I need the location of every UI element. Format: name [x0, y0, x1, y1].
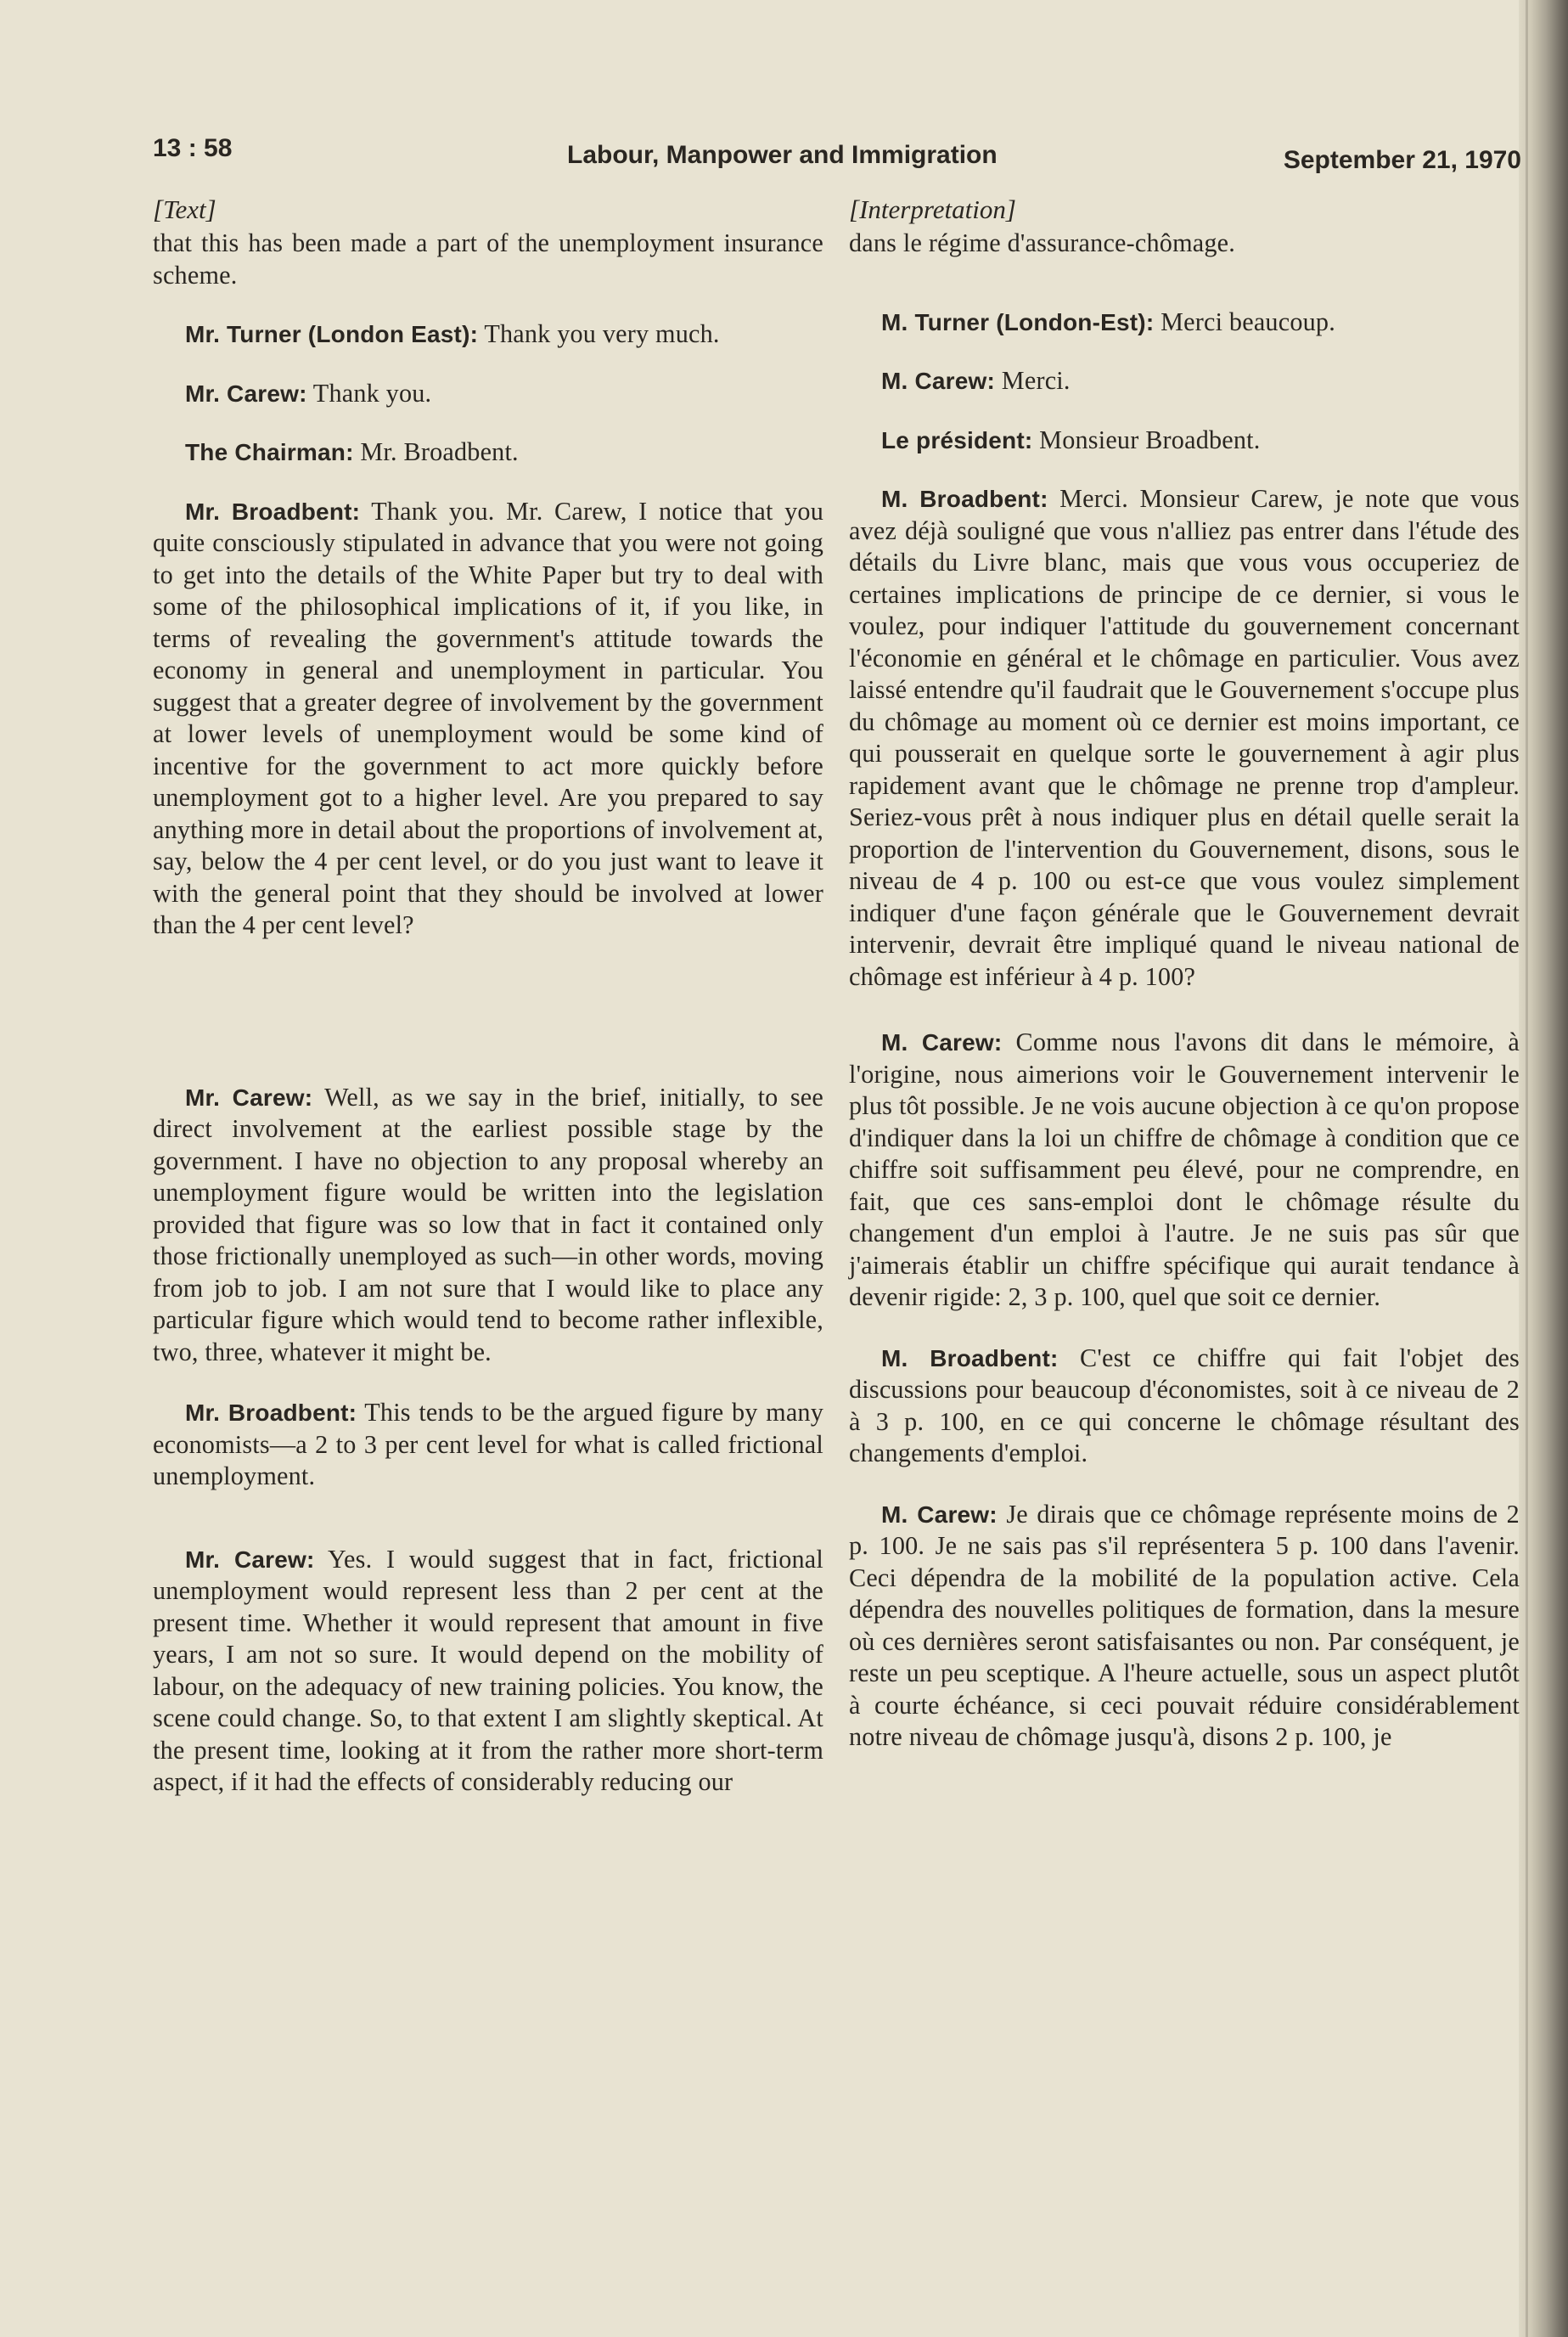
speaker-name: The Chairman: [185, 439, 354, 465]
speaker-name: Mr. Carew: [185, 1546, 315, 1573]
text-label: [Text] [153, 194, 216, 224]
english-column [153, 194, 823, 1799]
speaker-name: Mr. Broadbent: [185, 498, 361, 525]
paragraph: dans le régime d'assurance-chômage. [849, 228, 1235, 257]
interpretation-label: [Interpretation] [849, 194, 1016, 224]
speaker-name: Mr. Broadbent: [185, 1399, 357, 1426]
paragraph: M. Turner (London-Est): Merci beaucoup. [881, 307, 1335, 336]
paragraph: Mr. Turner (London East): Thank you very much. [185, 319, 720, 348]
speaker-name: M. Carew: [881, 1029, 1003, 1056]
paragraph: M. Broadbent: Merci. Monsieur Carew, je note que vous avez déjà souligné que vous n'alliez pas entrer dans l'étude des détails du Livre blanc, mais que vous vous occuperiez de certaines implications de principe de ce dernier, si vous le voulez, pour indiquer l'attitude du gouvernement concernant l'économie en général et le chômage en particulier. Vous avez laissé entendre qu'il faudrait que le Gouvernement s'occupe plus du chômage au moment où ce dernier est moins important, ce qui pousserait en quelque sorte le gouvernement à agir plus rapidement avant que le chômage ne prenne trop d'ampleur. Seriez-vous prêt à nous indiquer plus en détail quelle serait la proportion de l'intervention du Gouvernement, disons, sous le niveau de 4 p. 100 ou est-ce que vous voulez simplement indiquer d'une façon générale que le Gouvernement devrait intervenir, devrait être impliqué quand le niveau national de chômage est inférieur à 4 p. 100? [849, 484, 1520, 991]
speaker-name: Le président: [881, 426, 1033, 453]
paragraph: The Chairman: Mr. Broadbent. [185, 437, 519, 466]
committee-title: Labour, Manpower and Immigration [567, 141, 998, 169]
paragraph: M. Carew: Merci. [881, 366, 1071, 395]
sitting-date: September 21, 1970 [1283, 146, 1521, 174]
speaker-name: Mr. Carew: [185, 1084, 313, 1111]
speaker-name: M. Carew: [881, 1501, 998, 1528]
paragraph: that this has been made a part of the unemployment insurance scheme. [153, 228, 823, 290]
page-number: 13 : 58 [153, 134, 233, 162]
paragraph: M. Carew: Je dirais que ce chômage représente moins de 2 p. 100. Je ne sais pas s'il représentera 5 p. 100 dans l'avenir. Ceci dépendra de la mobilité de la population active. Cela dépendra des nouvelles politiques de formation, dans la mesure où ces dernières seront satisfaisantes ou non. Par conséquent, je reste un peu sceptique. A l'heure actuelle, sous un aspect plutôt à courte échéance, si ceci pouvait réduire considérablement notre niveau de chômage jusqu'à, disons 2 p. 100, je [849, 1499, 1520, 1751]
french-column [849, 194, 1520, 1754]
paragraph: Mr. Carew: Thank you. [185, 378, 432, 408]
speaker-name: M. Broadbent: [881, 1344, 1059, 1371]
paragraph: Le président: Monsieur Broadbent. [881, 425, 1261, 454]
speaker-name: M. Carew: [881, 368, 996, 394]
paragraph: Mr. Broadbent: Thank you. Mr. Carew, I notice that you quite consciously stipulated in advance that you were not going to get into the details of the White Paper but try to deal with some of the philosophical implications of it, if you like, in terms of revealing the government's attitude towards the economy in general and unemployment in particular. You suggest that a greater degree of involvement by the government at lower levels of unemployment would be some kind of incentive for the government to act more quickly before unemployment got to a higher level. Are you prepared to say anything more in detail about the proportions of involvement at, say, below the 4 per cent level, or do you just want to leave it with the general point that they should be involved at lower than the 4 per cent level? [153, 496, 823, 939]
paragraph: Mr. Broadbent: This tends to be the argued figure by many economists—a 2 to 3 per cent level for what is called frictional unemployment. [153, 1398, 824, 1490]
speaker-name: Mr. Turner (London East): [185, 321, 479, 347]
paragraph: Mr. Carew: Well, as we say in the brief, initially, to see direct involvement at the earliest possible stage by the government. I have no objection to any proposal whereby an unemployment figure would be written into the legislation provided that figure was so low that in fact it contained only those frictionally unemployed as such—in other words, moving from job to job. I am not sure that I would like to place any particular figure which would tend to become rather inflexible, two, three, whatever it might be. [153, 1082, 823, 1366]
speaker-name: M. Broadbent: [881, 486, 1048, 512]
speaker-name: M. Turner (London-Est): [881, 308, 1155, 335]
paragraph: M. Broadbent: C'est ce chiffre qui fait l'objet des discussions pour beaucoup d'économistes, soit à ce niveau de 2 à 3 p. 100, en ce qui concerne le chômage résultant des changements d'emploi. [849, 1343, 1520, 1467]
paragraph: M. Carew: Comme nous l'avons dit dans le mémoire, à l'origine, nous aimerions voir le Gouvernement intervenir le plus tôt possible. Je ne vois aucune objection à ce qu'on propose d'indiquer dans la loi un chiffre de chômage à condition que ce chiffre soit suffisamment peu élevé, pour ne comprendre, en fait, que ces sans-emploi dont le chômage résulte du changement d'un emploi à l'autre. Je ne suis pas sûr que j'aimerais établir un chiffre spécifique qui aurait tendance à devenir rigide: 2, 3 p. 100, quel que soit ce dernier. [849, 1028, 1520, 1311]
paragraph: Mr. Carew: Yes. I would suggest that in fact, frictional unemployment would represent less than 2 per cent at the present time. Whether it would represent that amount in five years, I am not so sure. It would depend on the mobility of labour, on the adequacy of new training policies. You know, the scene could change. So, to that extent I am slightly skeptical. At the present time, looking at it from the rather more short-term aspect, if it had the effects of considerably reducing our [153, 1544, 823, 1796]
speaker-name: Mr. Carew: [185, 380, 307, 407]
book-gutter [1519, 0, 1568, 2337]
running-header [153, 134, 1521, 177]
